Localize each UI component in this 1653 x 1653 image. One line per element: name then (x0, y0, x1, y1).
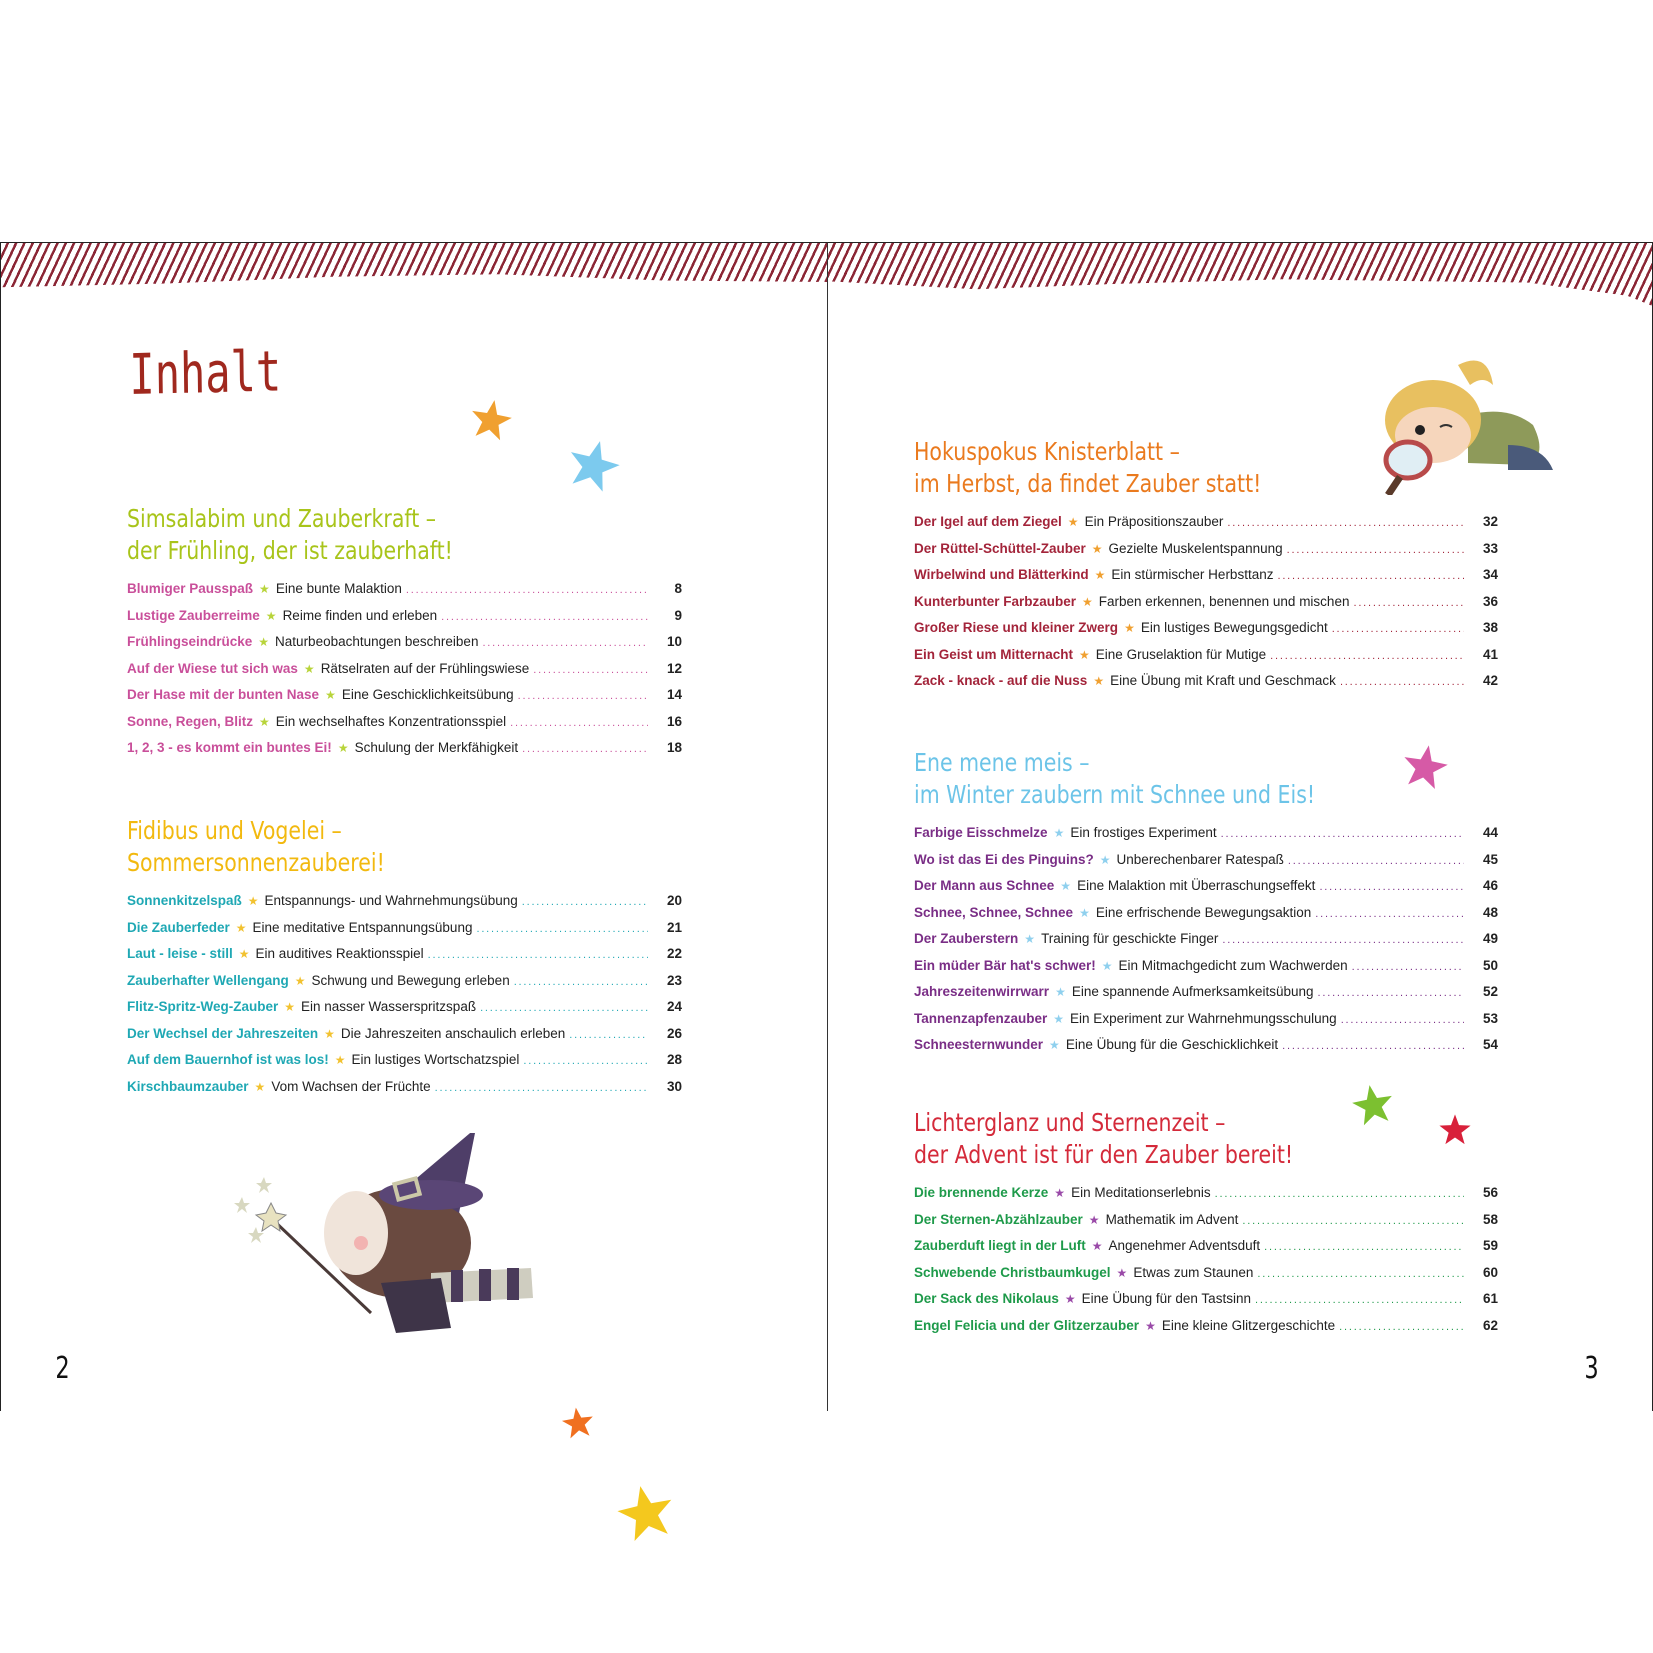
toc-entry[interactable] (127, 893, 682, 920)
entry-page-number: 12 (666, 660, 682, 676)
toc-entry[interactable] (127, 608, 682, 635)
toc-entry[interactable] (914, 1318, 1498, 1345)
heading-line-2: im Winter zaubern mit Schnee und Eis! (914, 780, 1316, 809)
entry-title: Wo ist das Ei des Pinguins? (914, 851, 1094, 867)
entry-page-number: 49 (1482, 931, 1498, 946)
entry-page-number: 26 (666, 1025, 682, 1041)
page-number: 3 (1584, 1351, 1599, 1386)
star-icon: ★ (259, 582, 270, 596)
entry-title: Zack - knack - auf die Nuss (914, 673, 1088, 688)
toc-entry[interactable] (127, 1052, 682, 1079)
heading-line-2: im Herbst, da findet Zauber statt! (914, 469, 1262, 498)
entry-list (914, 1185, 1498, 1344)
entry-description: Ein wechselhaftes Konzentrationsspiel (275, 713, 507, 729)
leader-dots (522, 896, 648, 908)
entry-title: Schwebende Christbaumkugel (914, 1264, 1111, 1280)
leader-dots (1270, 650, 1464, 662)
entry-title: Flitz-Spritz-Weg-Zauber (127, 999, 279, 1014)
toc-entry[interactable] (127, 1079, 682, 1106)
entry-page-number: 9 (674, 607, 682, 623)
leader-dots (1288, 855, 1464, 867)
entry-description: Eine meditative Entspannungsübung (252, 919, 473, 935)
entry-page-number: 52 (1482, 984, 1498, 999)
entry-title: 1, 2, 3 - es kommt ein buntes Ei! (127, 740, 332, 755)
toc-entry[interactable] (914, 541, 1498, 568)
star-icon: ★ (303, 661, 315, 676)
star-icon: ★ (1079, 647, 1090, 662)
star-icon: ★ (1093, 674, 1105, 688)
yellow-star-icon (616, 1483, 676, 1543)
leader-dots (1257, 1268, 1464, 1280)
leader-dots (406, 584, 648, 596)
entry-title: Farbige Eisschmelze (914, 825, 1048, 840)
toc-entry[interactable] (914, 647, 1498, 674)
entry-description: Ein Experiment zur Wahrnehmungsschulung (1070, 1010, 1337, 1026)
entry-description: Eine Malaktion mit Überraschungseffekt (1077, 878, 1316, 893)
entry-description: Die Jahreszeiten anschaulich erleben (340, 1025, 566, 1041)
entry-page-number: 32 (1482, 514, 1498, 529)
heading-line-1: Lichterglanz und Sternenzeit – (914, 1108, 1226, 1137)
leader-dots (1318, 987, 1465, 999)
toc-entry[interactable] (914, 905, 1498, 932)
toc-entry[interactable] (127, 687, 682, 714)
toc-entry[interactable] (127, 999, 682, 1026)
heading-line-1: Hokuspokus Knisterblatt – (914, 437, 1180, 466)
toc-entry[interactable] (914, 1037, 1498, 1064)
toc-entry[interactable] (127, 920, 682, 947)
star-icon: ★ (1101, 958, 1113, 973)
star-icon: ★ (238, 947, 250, 961)
star-icon: ★ (1049, 1038, 1060, 1052)
leader-dots (1352, 961, 1464, 973)
leader-dots (523, 1055, 648, 1067)
entry-page-number: 60 (1482, 1264, 1498, 1280)
entry-title: Engel Felicia und der Glitzerzauber (914, 1317, 1140, 1333)
entry-page-number: 54 (1482, 1037, 1498, 1052)
star-icon: ★ (254, 1079, 266, 1094)
toc-entry[interactable] (914, 878, 1498, 905)
toc-entry[interactable] (914, 1185, 1498, 1212)
entry-description: Eine Übung mit Kraft und Geschmack (1110, 673, 1336, 688)
entry-description: Ein nasser Wasserspritzspaß (301, 999, 477, 1014)
entry-title: Ein müder Bär hat's schwer! (914, 957, 1096, 973)
section-winter (914, 747, 1498, 1064)
entry-description: Ein Mitmachgedicht zum Wachwerden (1118, 957, 1348, 973)
leader-dots (569, 1029, 648, 1041)
entry-description: Schwung und Bewegung erleben (311, 972, 510, 988)
leader-dots (428, 949, 648, 961)
entry-title: Frühlingseindrücke (127, 634, 253, 649)
toc-entry[interactable] (127, 581, 682, 608)
entry-description: Schulung der Merkfähigkeit (354, 740, 519, 755)
star-icon: ★ (1124, 621, 1135, 635)
star-icon: ★ (1094, 568, 1106, 582)
page-title: Inhalt (129, 339, 282, 408)
entry-description: Unberechenbarer Ratespaß (1116, 851, 1284, 867)
leader-dots (1282, 1040, 1464, 1052)
leader-dots (441, 611, 648, 623)
entry-title: Schnee, Schnee, Schnee (914, 904, 1074, 920)
entry-description: Ein Präpositionszauber (1084, 514, 1224, 529)
section-heading (914, 747, 1393, 811)
leader-dots (518, 690, 648, 702)
star-icon: ★ (1091, 541, 1103, 556)
leader-dots (482, 637, 648, 649)
entry-page-number: 53 (1482, 1010, 1498, 1026)
section-heading (127, 503, 582, 567)
entry-title: Jahreszeitenwirrwarr (914, 984, 1050, 999)
leader-dots (476, 923, 648, 935)
leader-dots (533, 664, 648, 676)
entry-page-number: 24 (666, 999, 682, 1014)
entry-title: Die brennende Kerze (914, 1185, 1049, 1200)
toc-entry[interactable] (127, 661, 682, 688)
entry-title: Schneesternwunder (914, 1037, 1044, 1052)
toc-entry[interactable] (127, 1026, 682, 1053)
leader-dots (1339, 1321, 1464, 1333)
entry-page-number: 50 (1482, 957, 1498, 973)
leader-dots (510, 717, 648, 729)
entry-description: Eine Übung für die Geschicklichkeit (1065, 1037, 1279, 1052)
entry-title: Kunterbunter Farbzauber (914, 593, 1077, 609)
entry-page-number: 44 (1482, 825, 1498, 840)
star-icon: ★ (284, 1000, 296, 1014)
entry-title: Der Igel auf dem Ziegel (914, 514, 1062, 529)
entry-description: Training für geschickte Finger (1041, 931, 1219, 946)
star-icon: ★ (1082, 594, 1093, 609)
star-icon: ★ (265, 608, 277, 623)
entry-description: Mathematik im Advent (1105, 1211, 1239, 1227)
section-advent (914, 1107, 1498, 1344)
entry-title: Der Sternen-Abzählzauber (914, 1211, 1083, 1227)
header-stripes (828, 243, 1652, 309)
toc-entry[interactable] (127, 714, 682, 741)
entry-page-number: 16 (666, 713, 682, 729)
entry-title: Zauberhafter Wellengang (127, 972, 289, 988)
toc-entry[interactable] (914, 984, 1498, 1011)
entry-description: Gezielte Muskelentspannung (1108, 540, 1283, 556)
entry-title: Sonnenkitzelspaß (127, 893, 242, 908)
entry-page-number: 56 (1482, 1185, 1498, 1200)
entry-page-number: 61 (1482, 1291, 1498, 1306)
right-page (827, 242, 1653, 1411)
entry-title: Blumiger Pausspaß (127, 581, 254, 596)
entry-page-number: 58 (1482, 1211, 1498, 1227)
star-icon: ★ (1116, 1265, 1128, 1280)
entry-page-number: 48 (1482, 904, 1498, 920)
entry-description: Rätselraten auf der Frühlingswiese (320, 660, 530, 676)
leader-dots (1353, 597, 1464, 609)
entry-page-number: 8 (674, 581, 682, 596)
star-icon: ★ (258, 635, 270, 649)
entry-title: Laut - leise - still (127, 946, 233, 961)
entry-list (914, 825, 1498, 1064)
leader-dots (1341, 1014, 1464, 1026)
entry-description: Ein lustiges Bewegungsgedicht (1140, 620, 1328, 635)
entry-description: Entspannungs- und Wahrnehmungsübung (264, 893, 518, 908)
heading-line-1: Ene mene meis – (914, 748, 1090, 777)
entry-title: Der Wechsel der Jahreszeiten (127, 1025, 319, 1041)
toc-entry[interactable] (914, 1212, 1498, 1239)
entry-description: Ein lustiges Wortschatzspiel (351, 1052, 520, 1067)
toc-entry[interactable] (914, 594, 1498, 621)
star-icon: ★ (1060, 879, 1072, 893)
entry-description: Eine Übung für den Tastsinn (1081, 1291, 1251, 1306)
toc-entry[interactable] (914, 1265, 1498, 1292)
entry-description: Eine bunte Malaktion (275, 581, 402, 596)
leader-dots (1221, 828, 1464, 840)
leader-dots (1222, 934, 1464, 946)
toc-entry[interactable] (914, 673, 1498, 700)
toc-entry[interactable] (914, 852, 1498, 879)
section-heading (914, 1107, 1393, 1171)
book-spread (0, 242, 1653, 1410)
entry-title: Die Zauberfeder (127, 919, 230, 935)
leader-dots (1277, 570, 1464, 582)
section-summer (127, 815, 682, 1105)
entry-page-number: 38 (1482, 620, 1498, 635)
orange-star-icon (561, 1406, 595, 1440)
entry-page-number: 30 (666, 1078, 682, 1094)
leader-dots (1215, 1188, 1464, 1200)
entry-page-number: 20 (666, 893, 682, 908)
entry-description: Ein stürmischer Herbsttanz (1111, 567, 1274, 582)
star-icon: ★ (235, 920, 247, 935)
entry-page-number: 21 (666, 919, 682, 935)
entry-title: Auf der Wiese tut sich was (127, 660, 298, 676)
entry-page-number: 34 (1482, 567, 1498, 582)
star-icon: ★ (1054, 1186, 1066, 1200)
entry-description: Etwas zum Staunen (1133, 1264, 1254, 1280)
orange-star-icon (469, 398, 513, 442)
entry-page-number: 62 (1482, 1317, 1498, 1333)
star-icon: ★ (1145, 1318, 1156, 1333)
star-icon: ★ (1067, 515, 1079, 529)
page-number: 2 (55, 1351, 70, 1386)
leader-dots (1255, 1294, 1464, 1306)
entry-page-number: 18 (666, 740, 682, 755)
entry-list (914, 514, 1498, 700)
star-icon: ★ (1099, 852, 1111, 867)
toc-entry[interactable] (914, 620, 1498, 647)
entry-description: Vom Wachsen der Früchte (271, 1078, 431, 1094)
leader-dots (1319, 881, 1464, 893)
star-icon: ★ (1055, 985, 1066, 999)
entry-title: Auf dem Bauernhof ist was los! (127, 1052, 329, 1067)
entry-title: Der Rüttel-Schüttel-Zauber (914, 540, 1086, 556)
section-autumn (914, 436, 1498, 700)
star-icon: ★ (294, 973, 306, 988)
entry-page-number: 59 (1482, 1238, 1498, 1253)
entry-title: Der Hase mit der bunten Nase (127, 687, 320, 702)
entry-title: Wirbelwind und Blätterkind (914, 567, 1089, 582)
leader-dots (1332, 623, 1464, 635)
entry-page-number: 22 (666, 946, 682, 961)
heading-line-1: Simsalabim und Zauberkraft – (127, 504, 437, 533)
leader-dots (1315, 908, 1464, 920)
toc-entry[interactable] (127, 634, 682, 661)
star-icon: ★ (259, 714, 270, 729)
blue-star-icon (566, 438, 621, 493)
entry-title: Lustige Zauberreime (127, 607, 260, 623)
entry-description: Farben erkennen, benennen und mischen (1098, 593, 1350, 609)
entry-page-number: 41 (1482, 646, 1498, 662)
toc-entry[interactable] (914, 1238, 1498, 1265)
heading-line-2: Sommersonnenzauberei! (127, 848, 385, 877)
section-spring (127, 503, 682, 767)
toc-entry[interactable] (914, 567, 1498, 594)
entry-description: Naturbeobachtungen beschreiben (275, 634, 479, 649)
entry-description: Eine Geschicklichkeitsübung (341, 687, 514, 702)
heading-line-2: der Advent ist für den Zauber bereit! (914, 1140, 1294, 1169)
section-heading (127, 815, 582, 879)
star-icon: ★ (325, 688, 336, 702)
entry-description: Ein auditives Reaktionsspiel (255, 946, 424, 961)
entry-description: Ein Meditationserlebnis (1071, 1185, 1211, 1200)
star-icon: ★ (1079, 905, 1090, 920)
heading-line-1: Fidibus und Vogelei – (127, 816, 342, 845)
toc-entry[interactable] (914, 825, 1498, 852)
entry-description: Reime finden und erleben (282, 607, 438, 623)
left-page (0, 242, 828, 1411)
entry-page-number: 36 (1482, 593, 1498, 609)
leader-dots (522, 743, 648, 755)
entry-page-number: 45 (1482, 851, 1498, 867)
entry-title: Ein Geist um Mitternacht (914, 646, 1074, 662)
entry-page-number: 23 (666, 972, 682, 988)
entry-description: Eine erfrischende Bewegungsaktion (1095, 904, 1312, 920)
toc-entry[interactable] (914, 1011, 1498, 1038)
entry-list (127, 893, 682, 1105)
entry-list (127, 581, 682, 767)
toc-entry[interactable] (914, 1291, 1498, 1318)
star-icon: ★ (1053, 1011, 1065, 1026)
entry-description: Ein frostiges Experiment (1070, 825, 1217, 840)
toc-entry[interactable] (127, 973, 682, 1000)
star-icon: ★ (1064, 1292, 1076, 1306)
header-stripes (1, 243, 828, 295)
entry-page-number: 14 (666, 687, 682, 702)
star-icon: ★ (324, 1026, 335, 1041)
leader-dots (1242, 1215, 1464, 1227)
entry-page-number: 10 (666, 634, 682, 649)
leader-dots (1264, 1241, 1464, 1253)
toc-entry[interactable] (914, 931, 1498, 958)
entry-page-number: 42 (1482, 673, 1498, 688)
entry-description: Eine kleine Glitzergeschichte (1161, 1317, 1336, 1333)
toc-entry[interactable] (127, 740, 682, 767)
toc-entry[interactable] (914, 958, 1498, 985)
leader-dots (1227, 517, 1464, 529)
toc-entry[interactable] (127, 946, 682, 973)
leader-dots (514, 976, 648, 988)
toc-entry[interactable] (914, 514, 1498, 541)
entry-title: Tannenzapfenzauber (914, 1010, 1048, 1026)
heading-line-2: der Frühling, der ist zauberhaft! (127, 536, 453, 565)
leader-dots (435, 1082, 648, 1094)
entry-description: Angenehmer Adventsduft (1108, 1238, 1261, 1253)
leader-dots (480, 1002, 648, 1014)
entry-page-number: 33 (1482, 540, 1498, 556)
flying-witch-illustration (231, 1133, 561, 1333)
star-icon: ★ (1024, 932, 1036, 946)
entry-title: Kirschbaumzauber (127, 1078, 249, 1094)
section-heading (914, 436, 1393, 500)
star-icon: ★ (334, 1053, 346, 1067)
entry-title: Der Mann aus Schnee (914, 878, 1055, 893)
entry-title: Sonne, Regen, Blitz (127, 713, 254, 729)
star-icon: ★ (1091, 1239, 1103, 1253)
entry-title: Der Zauberstern (914, 931, 1019, 946)
entry-title: Der Sack des Nikolaus (914, 1291, 1059, 1306)
star-icon: ★ (1053, 826, 1065, 840)
entry-page-number: 28 (666, 1052, 682, 1067)
entry-title: Großer Riese und kleiner Zwerg (914, 620, 1119, 635)
star-icon: ★ (247, 894, 259, 908)
entry-description: Eine Gruselaktion für Mutige (1095, 646, 1267, 662)
star-icon: ★ (1088, 1212, 1100, 1227)
entry-title: Zauberduft liegt in der Luft (914, 1238, 1086, 1253)
leader-dots (1287, 544, 1464, 556)
entry-description: Eine spannende Aufmerksamkeitsübung (1071, 984, 1314, 999)
star-icon: ★ (337, 741, 349, 755)
leader-dots (1340, 676, 1464, 688)
entry-page-number: 46 (1482, 878, 1498, 893)
